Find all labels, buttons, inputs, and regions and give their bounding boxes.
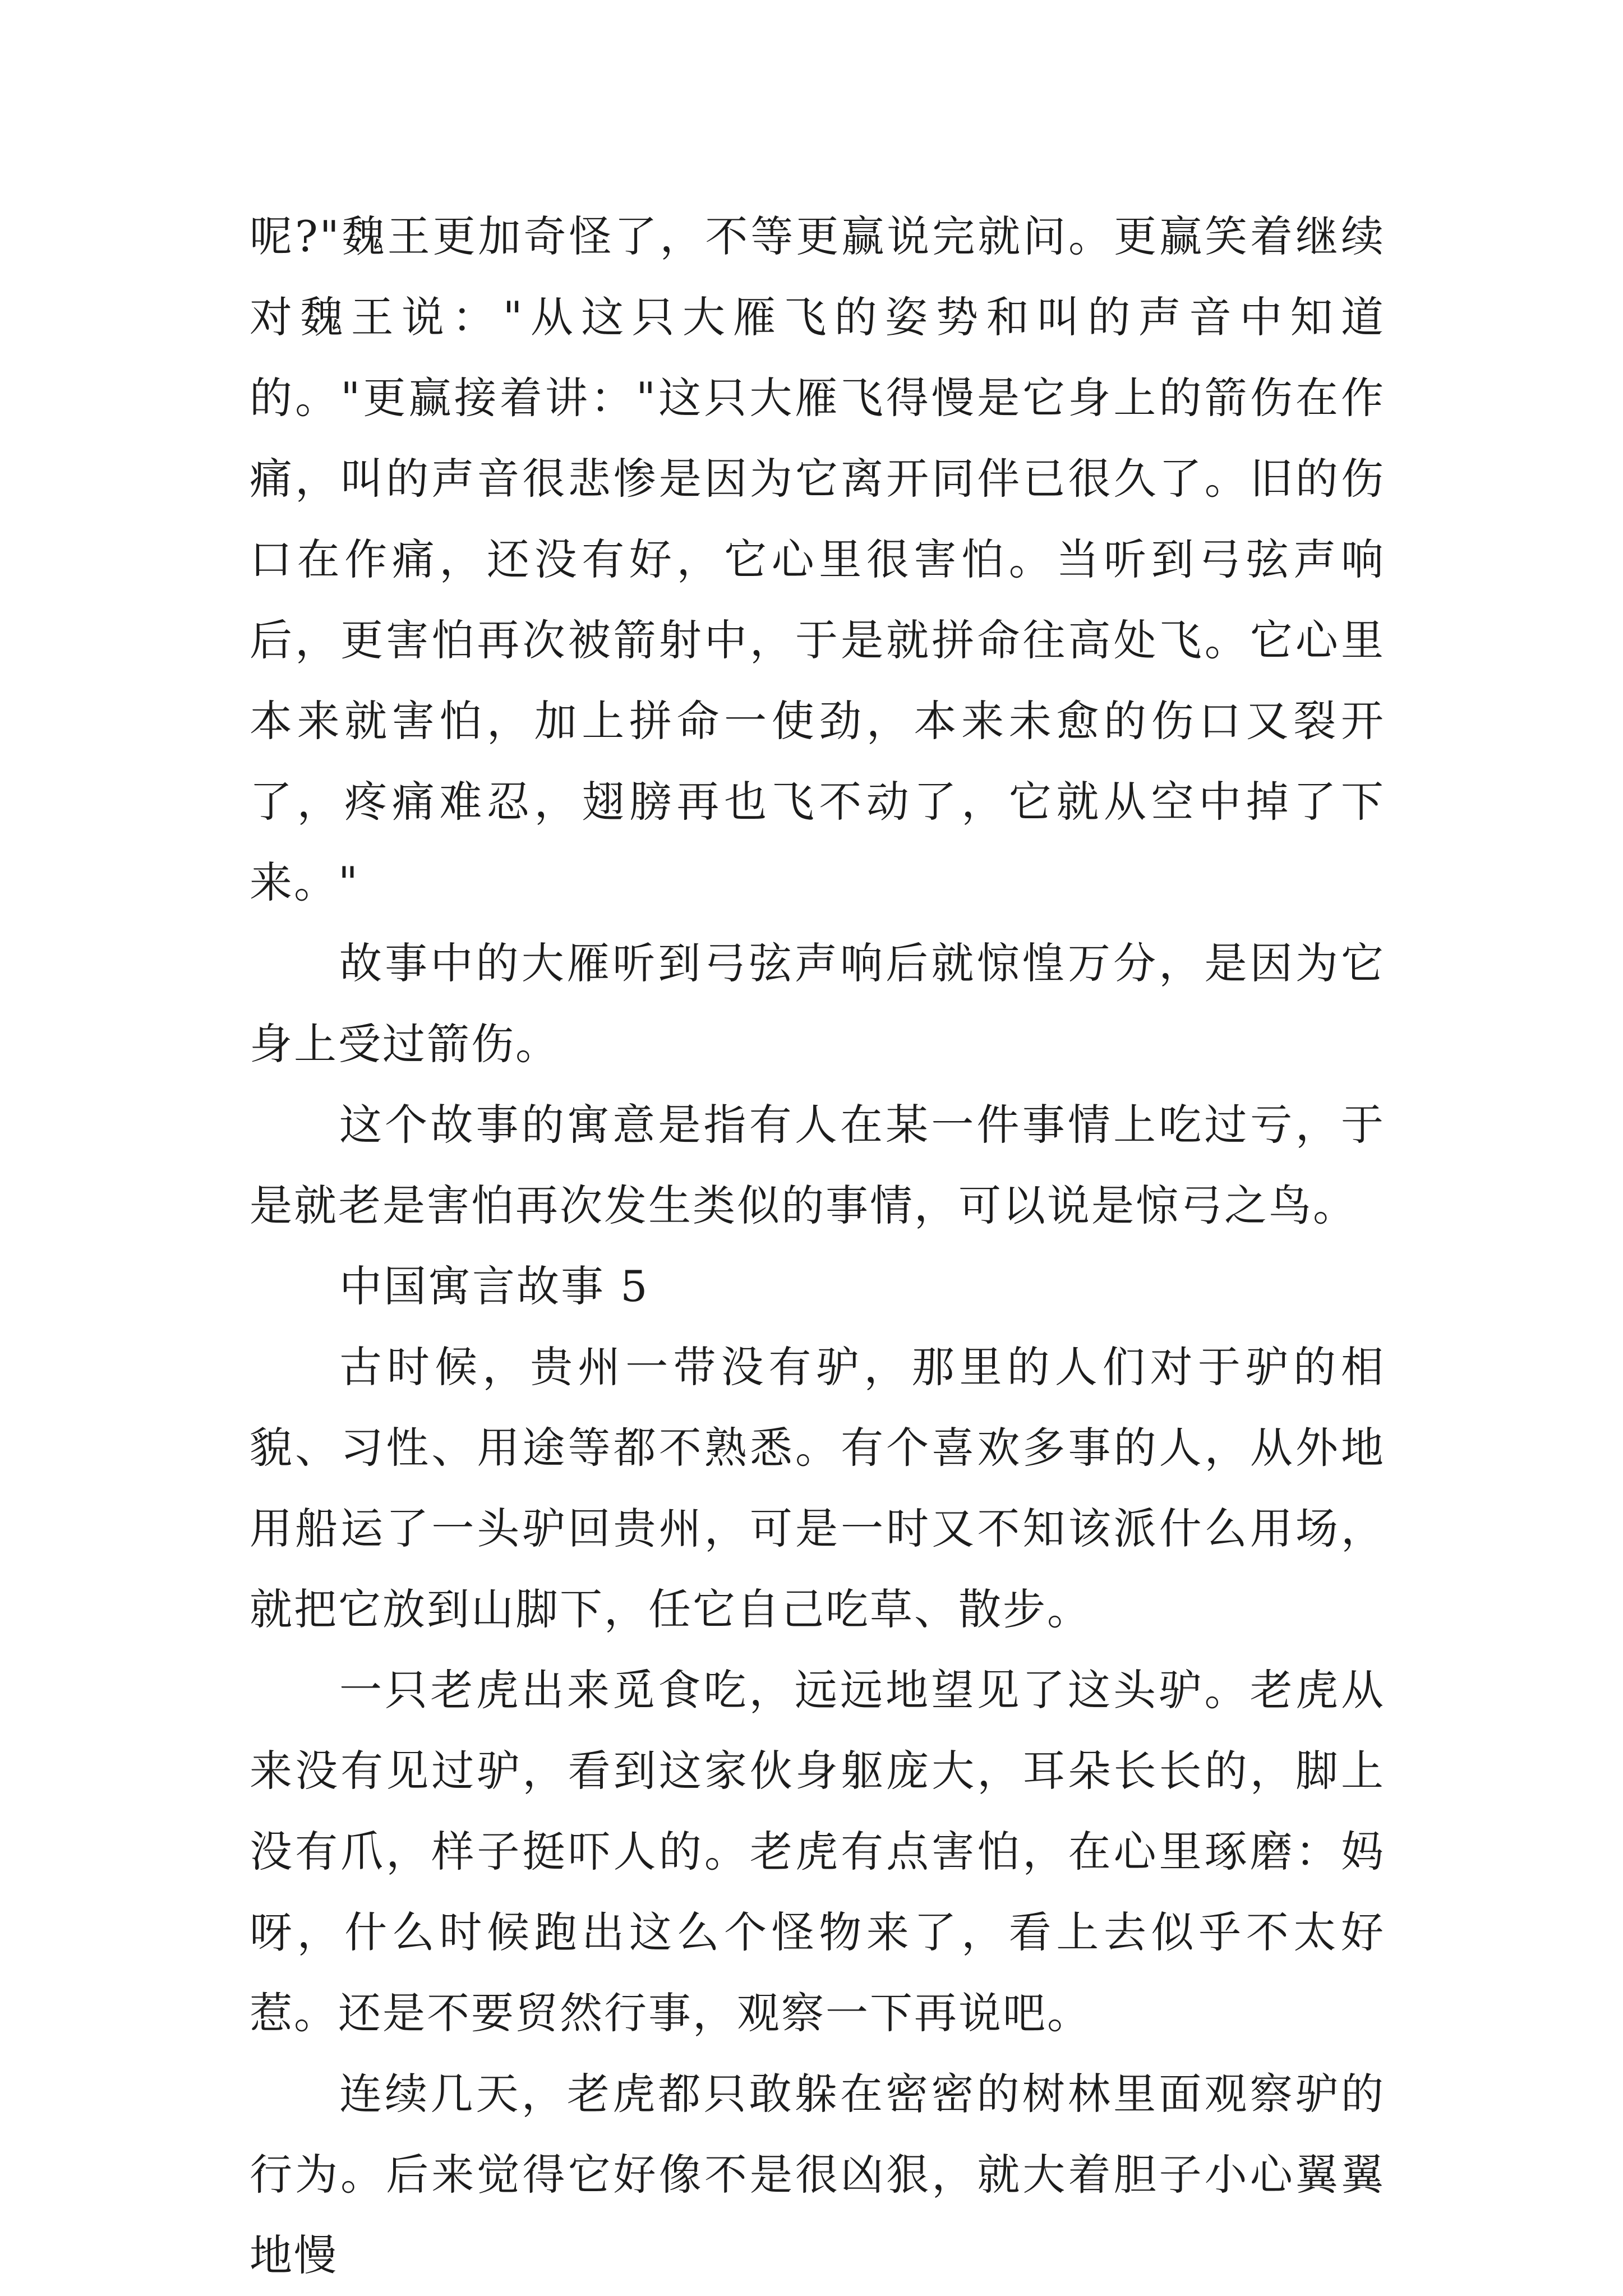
paragraph-story-intro: 古时候，贵州一带没有驴，那里的人们对于驴的相貌、习性、用途等都不熟悉。有个喜欢多事的人，从外地用船运了一头驴回贵州，可是一时又不知该派什么用场，就把它放到山脚下，任它自己吃草、散步。	[250, 1342, 1385, 1634]
paragraph-story-continuation: 呢?"魏王更加奇怪了，不等更赢说完就问。更赢笑着继续对魏王说："从这只大雁飞的姿势和叫的声音中知道的。"更赢接着讲："这只大雁飞得慢是它身上的箭伤在作痛，叫的声音很悲惨是因为它离开同伴已很久了。旧的伤口在作痛，还没有好，它心里很害怕。当听到弓弦声响后，更害怕再次被箭射中，于是就拼命往高处飞。它心里本来就害怕，加上拼命一使劲，本来未愈的伤口又裂开了，疼痛难忍，翅膀再也飞不动了，它就从空中掉了下来。"	[250, 211, 1385, 907]
body-text	[250, 196, 1385, 2296]
paragraph-tiger-approaches: 连续几天，老虎都只敢躲在密密的树林里面观察驴的行为。后来觉得它好像不是很凶狠，就大着胆子小心翼翼地慢	[250, 2069, 1385, 2280]
paragraph-tiger-observes: 一只老虎出来觅食吃，远远地望见了这头驴。老虎从来没有见过驴，看到这家伙身躯庞大，耳朵长长的，脚上没有爪，样子挺吓人的。老虎有点害怕，在心里琢磨：妈呀，什么时候跑出这么个怪物来了，看上去似乎不太好惹。还是不要贸然行事，观察一下再说吧。	[250, 1665, 1385, 2038]
section-heading: 中国寓言故事 5	[339, 1261, 649, 1311]
paragraph-explanation: 故事中的大雁听到弓弦声响后就惊惶万分，是因为它身上受过箭伤。	[250, 938, 1385, 1069]
paragraph-moral: 这个故事的寓意是指有人在某一件事情上吃过亏，于是就老是害怕再次发生类似的事情，可以说是惊弓之鸟。	[250, 1100, 1385, 1230]
